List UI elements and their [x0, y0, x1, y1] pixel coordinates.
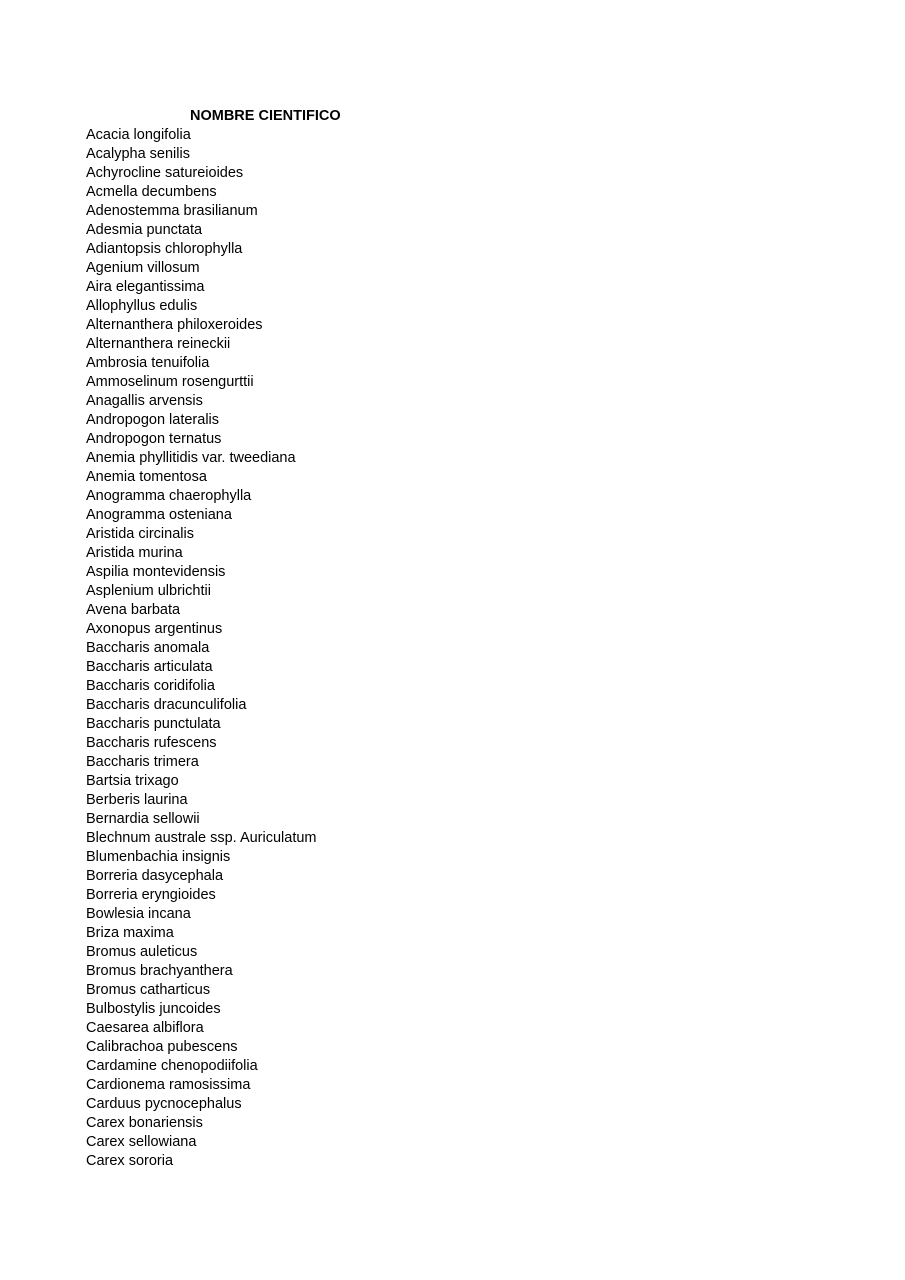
species-row: Carex sororia — [86, 1153, 174, 1169]
species-row: Acacia longifolia — [86, 127, 191, 143]
species-row: Blumenbachia insignis — [86, 849, 231, 865]
species-row: Aspilia montevidensis — [86, 564, 226, 580]
species-row: Bromus brachyanthera — [86, 963, 233, 979]
species-row: Adenostemma brasilianum — [86, 203, 258, 219]
species-row: Baccharis articulata — [86, 659, 213, 675]
species-row: Carex bonariensis — [86, 1115, 203, 1131]
species-row: Alternanthera reineckii — [86, 336, 231, 352]
species-row: Alternanthera philoxeroides — [86, 317, 263, 333]
species-row: Baccharis anomala — [86, 640, 210, 656]
species-row: Adiantopsis chlorophylla — [86, 241, 243, 257]
column-header: NOMBRE CIENTIFICO — [190, 108, 341, 124]
species-row: Carduus pycnocephalus — [86, 1096, 242, 1112]
species-row: Baccharis trimera — [86, 754, 199, 770]
species-row: Anemia phyllitidis var. tweediana — [86, 450, 296, 466]
species-row: Andropogon lateralis — [86, 412, 220, 428]
species-row: Ambrosia tenuifolia — [86, 355, 210, 371]
species-row: Cardamine chenopodiifolia — [86, 1058, 258, 1074]
species-row: Anogramma osteniana — [86, 507, 232, 523]
species-row: Calibrachoa pubescens — [86, 1039, 238, 1055]
species-row: Adesmia punctata — [86, 222, 203, 238]
species-row: Carex sellowiana — [86, 1134, 197, 1150]
species-table — [86, 107, 486, 1171]
species-row: Bartsia trixago — [86, 773, 179, 789]
species-row: Bernardia sellowii — [86, 811, 200, 827]
species-row: Acalypha senilis — [86, 146, 190, 162]
species-row: Ammoselinum rosengurttii — [86, 374, 254, 390]
species-row: Bromus auleticus — [86, 944, 198, 960]
species-row: Anagallis arvensis — [86, 393, 203, 409]
species-row: Bromus catharticus — [86, 982, 211, 998]
species-row: Andropogon ternatus — [86, 431, 222, 447]
species-row: Bulbostylis juncoides — [86, 1001, 221, 1017]
species-row: Blechnum australe ssp. Auriculatum — [86, 830, 317, 846]
species-row: Borreria eryngioides — [86, 887, 216, 903]
species-row: Achyrocline satureioides — [86, 165, 244, 181]
species-row: Bowlesia incana — [86, 906, 191, 922]
species-row: Anogramma chaerophylla — [86, 488, 252, 504]
species-row: Baccharis dracunculifolia — [86, 697, 247, 713]
species-row: Allophyllus edulis — [86, 298, 198, 314]
species-list — [86, 126, 486, 1171]
species-row: Aristida murina — [86, 545, 183, 561]
species-row: Baccharis rufescens — [86, 735, 217, 751]
species-row: Aira elegantissima — [86, 279, 205, 295]
species-row: Baccharis coridifolia — [86, 678, 215, 694]
species-row: Borreria dasycephala — [86, 868, 224, 884]
species-row: Berberis laurina — [86, 792, 188, 808]
species-row: Aristida circinalis — [86, 526, 194, 542]
species-row: Axonopus argentinus — [86, 621, 223, 637]
species-row: Avena barbata — [86, 602, 181, 618]
species-row: Baccharis punctulata — [86, 716, 221, 732]
species-row: Asplenium ulbrichtii — [86, 583, 211, 599]
species-row: Agenium villosum — [86, 260, 200, 276]
species-row: Caesarea albiflora — [86, 1020, 204, 1036]
species-row: Anemia tomentosa — [86, 469, 207, 485]
species-row: Briza maxima — [86, 925, 174, 941]
species-row: Acmella decumbens — [86, 184, 217, 200]
species-row: Cardionema ramosissima — [86, 1077, 251, 1093]
